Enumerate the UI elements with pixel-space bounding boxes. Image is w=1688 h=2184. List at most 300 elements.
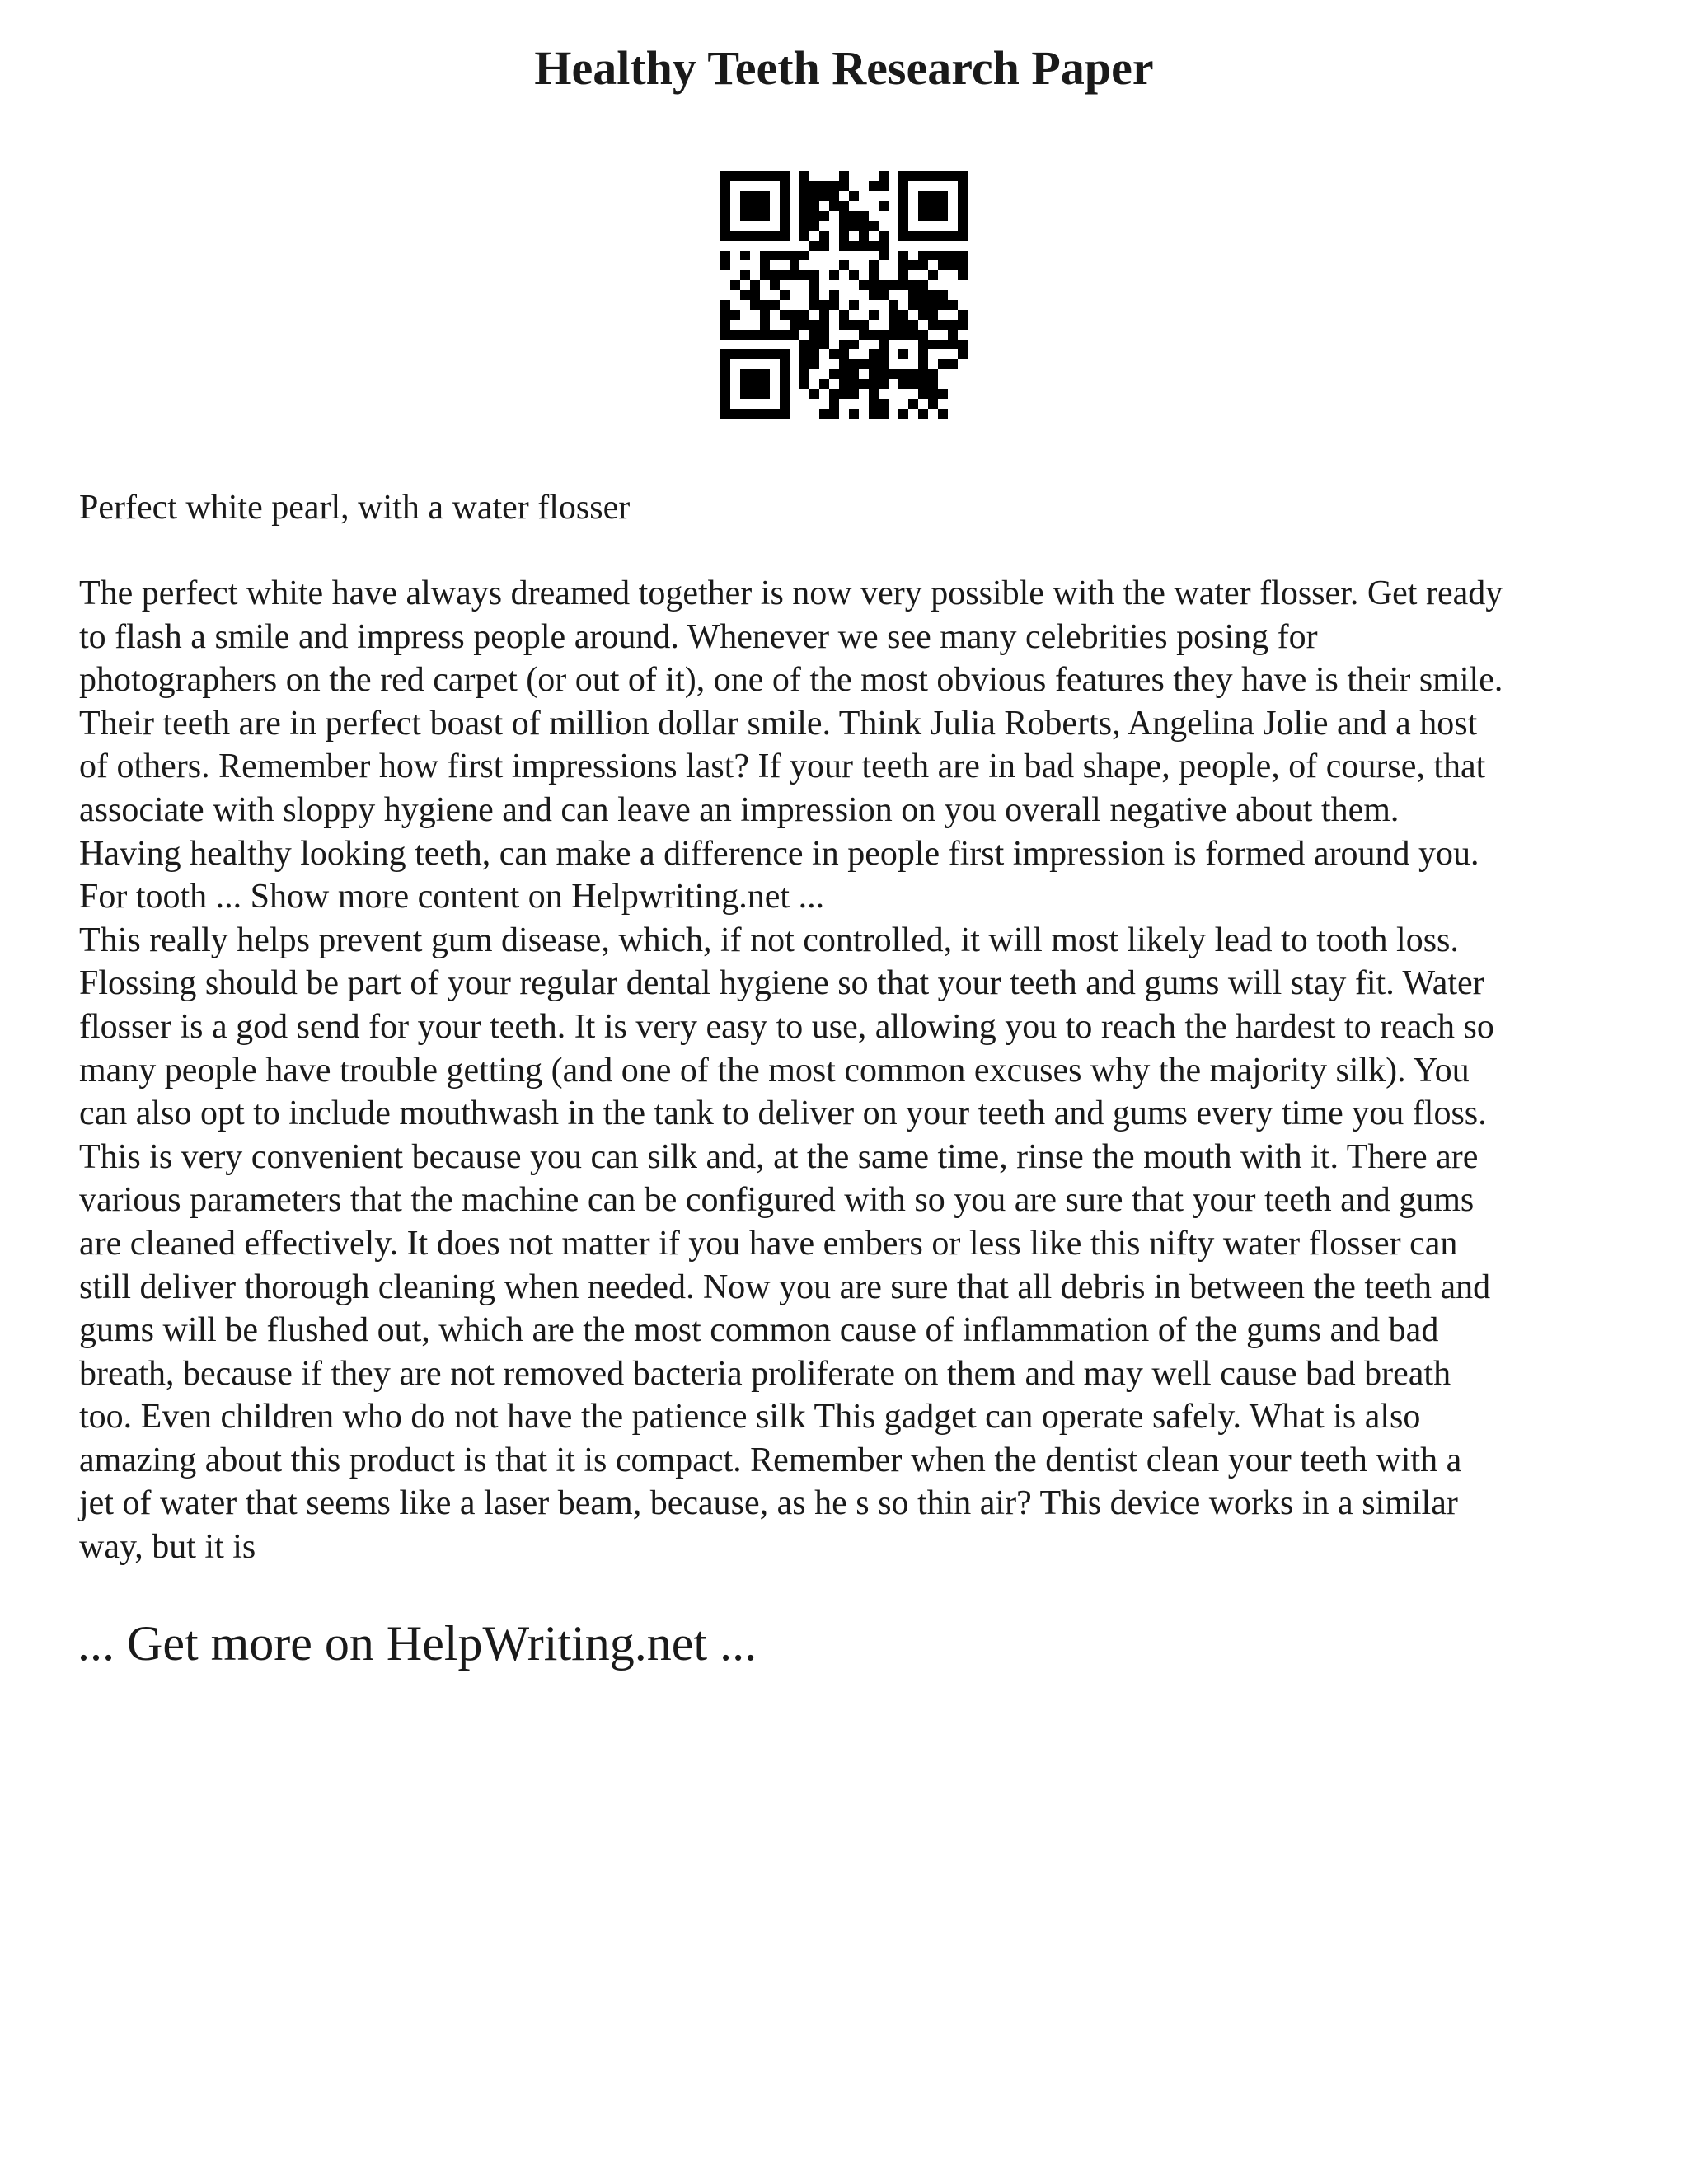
qr-module — [938, 320, 948, 330]
qr-module — [839, 260, 849, 270]
qr-module — [829, 181, 839, 191]
qr-module — [928, 300, 938, 310]
qr-module — [760, 191, 770, 201]
qr-module — [750, 369, 760, 379]
qr-module — [780, 181, 790, 191]
qr-module — [958, 310, 968, 320]
body-line: This really helps prevent gum disease, which, if not controlled, it will most likely lead to tooth loss. — [79, 921, 1459, 959]
document-subtitle: Perfect white pearl, with a water flosser — [79, 489, 631, 527]
qr-module — [918, 231, 928, 241]
qr-module — [908, 231, 918, 241]
qr-module — [799, 310, 809, 320]
qr-module — [819, 211, 829, 221]
qr-module — [760, 300, 770, 310]
qr-module — [730, 330, 740, 340]
body-line: to flash a smile and impress people around. Whenever we see many celebrities posing for — [79, 617, 1318, 656]
qr-module — [879, 349, 889, 359]
qr-module — [740, 171, 750, 181]
qr-module — [918, 280, 928, 290]
qr-module — [799, 320, 809, 330]
qr-module — [819, 340, 829, 349]
qr-module — [849, 409, 859, 419]
qr-module — [879, 280, 889, 290]
qr-module — [819, 320, 829, 330]
qr-module — [938, 231, 948, 241]
qr-module — [829, 300, 839, 310]
qr-module — [780, 211, 790, 221]
qr-module — [780, 201, 790, 211]
qr-module — [760, 330, 770, 340]
qr-module — [918, 290, 928, 300]
qr-module — [809, 191, 819, 201]
qr-module — [809, 241, 819, 251]
qr-module — [879, 409, 889, 419]
body-line: many people have trouble getting (and one of the most common excuses why the majority silk). You — [79, 1051, 1470, 1090]
qr-module — [780, 310, 790, 320]
qr-module — [740, 330, 750, 340]
qr-module — [898, 349, 908, 359]
qr-module — [829, 191, 839, 201]
qr-module — [819, 191, 829, 201]
qr-module — [859, 221, 869, 231]
qr-module — [799, 181, 809, 191]
qr-module — [780, 369, 790, 379]
qr-module — [829, 201, 839, 211]
qr-module — [908, 320, 918, 330]
qr-module — [770, 300, 780, 310]
qr-module — [928, 320, 938, 330]
body-line: amazing about this product is that it is compact. Remember when the dentist clean your teeth with a — [79, 1441, 1462, 1479]
qr-module — [809, 270, 819, 280]
qr-module — [859, 330, 869, 340]
qr-module — [918, 349, 928, 359]
qr-module — [928, 399, 938, 409]
qr-module — [760, 211, 770, 221]
qr-module — [938, 251, 948, 260]
qr-module — [780, 221, 790, 231]
qr-module — [730, 310, 740, 320]
qr-module — [829, 389, 839, 399]
qr-module — [839, 369, 849, 379]
qr-module — [948, 330, 958, 340]
qr-module — [889, 320, 898, 330]
qr-module — [908, 290, 918, 300]
qr-module — [918, 389, 928, 399]
qr-module — [780, 191, 790, 201]
qr-module — [908, 369, 918, 379]
qr-module — [760, 379, 770, 389]
qr-module — [869, 181, 879, 191]
qr-module — [898, 379, 908, 389]
qr-module — [839, 389, 849, 399]
qr-module — [799, 340, 809, 349]
qr-module — [780, 171, 790, 181]
qr-module — [780, 359, 790, 369]
qr-module — [780, 231, 790, 241]
qr-module — [750, 349, 760, 359]
qr-module — [750, 171, 760, 181]
qr-module — [908, 280, 918, 290]
qr-module — [849, 300, 859, 310]
qr-module — [720, 389, 730, 399]
qr-module — [869, 270, 879, 280]
qr-module — [819, 181, 829, 191]
qr-module — [918, 201, 928, 211]
qr-module — [898, 320, 908, 330]
qr-module — [720, 231, 730, 241]
qr-module — [849, 270, 859, 280]
qr-module — [750, 231, 760, 241]
qr-module — [780, 330, 790, 340]
qr-module — [720, 211, 730, 221]
qr-module — [859, 359, 869, 369]
qr-module — [898, 310, 908, 320]
qr-module — [839, 310, 849, 320]
qr-module — [780, 270, 790, 280]
body-line: The perfect white have always dreamed together is now very possible with the water flosser. Get ready — [79, 574, 1503, 612]
qr-module — [879, 251, 889, 260]
body-line: are cleaned effectively. It does not matter if you have embers or less like this nifty water flosser can — [79, 1224, 1458, 1263]
qr-module — [849, 191, 859, 201]
qr-module — [809, 359, 819, 369]
qr-module — [819, 330, 829, 340]
qr-module — [898, 171, 908, 181]
qr-module — [879, 399, 889, 409]
qr-module — [780, 290, 790, 300]
qr-module — [958, 270, 968, 280]
qr-module — [898, 181, 908, 191]
qr-module — [829, 399, 839, 409]
qr-module — [799, 191, 809, 201]
qr-module — [859, 231, 869, 241]
qr-module — [839, 171, 849, 181]
qr-module — [799, 201, 809, 211]
qr-module — [879, 369, 889, 379]
qr-module — [879, 201, 889, 211]
qr-module — [770, 409, 780, 419]
qr-module — [918, 211, 928, 221]
document-title: Healthy Teeth Research Paper — [534, 41, 1154, 95]
qr-module — [869, 221, 879, 231]
qr-module — [918, 251, 928, 260]
qr-module — [958, 181, 968, 191]
qr-module — [928, 171, 938, 181]
qr-module — [809, 201, 819, 211]
qr-module — [869, 260, 879, 270]
qr-module — [829, 349, 839, 359]
body-line: still deliver thorough cleaning when needed. Now you are sure that all debris in between the teeth and — [79, 1268, 1491, 1306]
qr-module — [889, 330, 898, 340]
qr-module — [809, 389, 819, 399]
qr-module — [918, 379, 928, 389]
qr-module — [928, 231, 938, 241]
qr-module — [849, 359, 859, 369]
qr-module — [760, 409, 770, 419]
qr-module — [760, 270, 770, 280]
qr-module — [839, 379, 849, 389]
qr-module — [799, 171, 809, 181]
qr-module — [928, 251, 938, 260]
qr-module — [750, 280, 760, 290]
qr-module — [720, 369, 730, 379]
qr-module — [750, 201, 760, 211]
qr-module — [770, 349, 780, 359]
qr-module — [760, 171, 770, 181]
qr-module — [770, 280, 780, 290]
qr-module — [750, 211, 760, 221]
qr-module — [898, 330, 908, 340]
qr-module — [750, 389, 760, 399]
body-line: Their teeth are in perfect boast of million dollar smile. Think Julia Roberts, Angelina Jolie and a host — [79, 704, 1478, 743]
qr-module — [869, 330, 879, 340]
qr-module — [819, 310, 829, 320]
qr-module — [790, 270, 799, 280]
body-line: can also opt to include mouthwash in the tank to deliver on your teeth and gums every time you floss. — [79, 1094, 1487, 1133]
qr-module — [849, 340, 859, 349]
body-text — [79, 572, 1629, 1569]
qr-module — [740, 290, 750, 300]
qr-module — [869, 389, 879, 399]
qr-module — [928, 201, 938, 211]
qr-module — [720, 399, 730, 409]
qr-module — [799, 349, 809, 359]
qr-module — [780, 349, 790, 359]
qr-module — [809, 330, 819, 340]
qr-module — [918, 260, 928, 270]
qr-module — [869, 369, 879, 379]
qr-module — [908, 300, 918, 310]
qr-module — [740, 389, 750, 399]
qr-module — [799, 231, 809, 241]
qr-module — [809, 290, 819, 300]
qr-module — [819, 379, 829, 389]
qr-module — [740, 251, 750, 260]
qr-module — [790, 260, 799, 270]
qr-module — [839, 181, 849, 191]
qr-module — [898, 191, 908, 201]
qr-module — [809, 181, 819, 191]
qr-module — [720, 409, 730, 419]
qr-module — [720, 181, 730, 191]
qr-module — [720, 349, 730, 359]
qr-module — [859, 241, 869, 251]
qr-module — [760, 201, 770, 211]
qr-module — [918, 191, 928, 201]
qr-module — [869, 290, 879, 300]
qr-module — [948, 260, 958, 270]
qr-module — [898, 369, 908, 379]
qr-module — [799, 369, 809, 379]
qr-module — [760, 231, 770, 241]
qr-module — [760, 260, 770, 270]
qr-module — [928, 191, 938, 201]
qr-module — [770, 231, 780, 241]
qr-module — [869, 409, 879, 419]
qr-module — [770, 270, 780, 280]
qr-module — [958, 349, 968, 359]
qr-module — [938, 191, 948, 201]
qr-module — [720, 260, 730, 270]
qr-module — [839, 340, 849, 349]
qr-module — [819, 231, 829, 241]
qr-module — [780, 379, 790, 389]
qr-module — [740, 191, 750, 201]
qr-module — [918, 340, 928, 349]
qr-module — [730, 231, 740, 241]
qr-module — [918, 359, 928, 369]
qr-module — [928, 379, 938, 389]
qr-module — [770, 330, 780, 340]
qr-module — [720, 191, 730, 201]
qr-module — [879, 330, 889, 340]
qr-module — [869, 280, 879, 290]
qr-module — [958, 211, 968, 221]
body-line: various parameters that the machine can be configured with so you are sure that your teeth and gums — [79, 1181, 1475, 1220]
qr-module — [898, 211, 908, 221]
qr-module — [898, 409, 908, 419]
qr-module — [948, 359, 958, 369]
qr-module — [908, 260, 918, 270]
qr-code-icon — [720, 171, 968, 419]
qr-module — [760, 389, 770, 399]
qr-module — [889, 280, 898, 290]
qr-module — [819, 300, 829, 310]
body-line: associate with sloppy hygiene and can leave an impression on you overall negative about them. — [79, 790, 1400, 829]
qr-module — [898, 201, 908, 211]
qr-module — [958, 260, 968, 270]
qr-module — [879, 171, 889, 181]
qr-module — [720, 330, 730, 340]
qr-module — [839, 201, 849, 211]
qr-module — [879, 181, 889, 191]
qr-module — [869, 399, 879, 409]
qr-module — [740, 349, 750, 359]
qr-module — [809, 211, 819, 221]
qr-module — [958, 171, 968, 181]
qr-module — [869, 241, 879, 251]
qr-module — [918, 310, 928, 320]
qr-module — [908, 379, 918, 389]
qr-module — [879, 379, 889, 389]
qr-module — [790, 320, 799, 330]
qr-module — [938, 171, 948, 181]
qr-module — [790, 251, 799, 260]
qr-module — [958, 340, 968, 349]
qr-module — [918, 300, 928, 310]
qr-module — [839, 349, 849, 359]
qr-module — [938, 409, 948, 419]
qr-module — [790, 330, 799, 340]
qr-module — [720, 379, 730, 389]
qr-module — [740, 231, 750, 241]
qr-module — [799, 379, 809, 389]
qr-module — [879, 231, 889, 241]
qr-module — [770, 171, 780, 181]
qr-module — [720, 201, 730, 211]
qr-module — [938, 300, 948, 310]
qr-module — [799, 221, 809, 231]
body-line: way, but it is — [79, 1528, 256, 1567]
qr-module — [928, 369, 938, 379]
body-line: photographers on the red carpet (or out of it), one of the most obvious features they have is their smile. — [79, 661, 1503, 700]
qr-module — [879, 241, 889, 251]
get-more-link[interactable]: ... Get more on HelpWriting.net ... — [77, 1616, 757, 1671]
qr-module — [770, 251, 780, 260]
qr-module — [898, 280, 908, 290]
qr-module — [859, 379, 869, 389]
qr-module — [928, 270, 938, 280]
qr-module — [869, 379, 879, 389]
qr-module — [898, 251, 908, 260]
qr-module — [809, 300, 819, 310]
qr-module — [720, 221, 730, 231]
qr-module — [918, 409, 928, 419]
qr-module — [740, 409, 750, 419]
qr-module — [958, 201, 968, 211]
qr-module — [898, 231, 908, 241]
qr-module — [908, 330, 918, 340]
qr-module — [908, 399, 918, 409]
qr-module — [958, 191, 968, 201]
qr-module — [879, 359, 889, 369]
qr-module — [938, 290, 948, 300]
qr-module — [780, 399, 790, 409]
qr-module — [809, 340, 819, 349]
qr-module — [799, 270, 809, 280]
qr-module — [958, 251, 968, 260]
qr-module — [720, 320, 730, 330]
qr-module — [799, 251, 809, 260]
qr-module — [829, 409, 839, 419]
qr-module — [948, 231, 958, 241]
qr-module — [829, 270, 839, 280]
qr-module — [760, 310, 770, 320]
qr-module — [780, 409, 790, 419]
qr-module — [839, 359, 849, 369]
qr-module — [740, 379, 750, 389]
qr-module — [918, 369, 928, 379]
qr-module — [928, 389, 938, 399]
qr-module — [898, 270, 908, 280]
qr-module — [740, 201, 750, 211]
qr-module — [750, 191, 760, 201]
qr-module — [948, 340, 958, 349]
qr-module — [849, 221, 859, 231]
qr-module — [750, 409, 760, 419]
body-line-show-more: For tooth ... Show more content on Helpwriting.net ... — [79, 878, 825, 916]
qr-module — [839, 320, 849, 330]
qr-module — [740, 369, 750, 379]
qr-module — [839, 241, 849, 251]
qr-module — [839, 211, 849, 221]
qr-module — [720, 359, 730, 369]
qr-module — [948, 171, 958, 181]
qr-module — [958, 320, 968, 330]
qr-module — [928, 290, 938, 300]
qr-module — [790, 310, 799, 320]
qr-module — [760, 349, 770, 359]
qr-module — [879, 290, 889, 300]
qr-module — [869, 310, 879, 320]
qr-module — [958, 221, 968, 231]
qr-module — [809, 349, 819, 359]
qr-module — [918, 171, 928, 181]
qr-module — [928, 310, 938, 320]
qr-module — [809, 221, 819, 231]
qr-module — [730, 171, 740, 181]
qr-module — [829, 290, 839, 300]
qr-module — [879, 340, 889, 349]
